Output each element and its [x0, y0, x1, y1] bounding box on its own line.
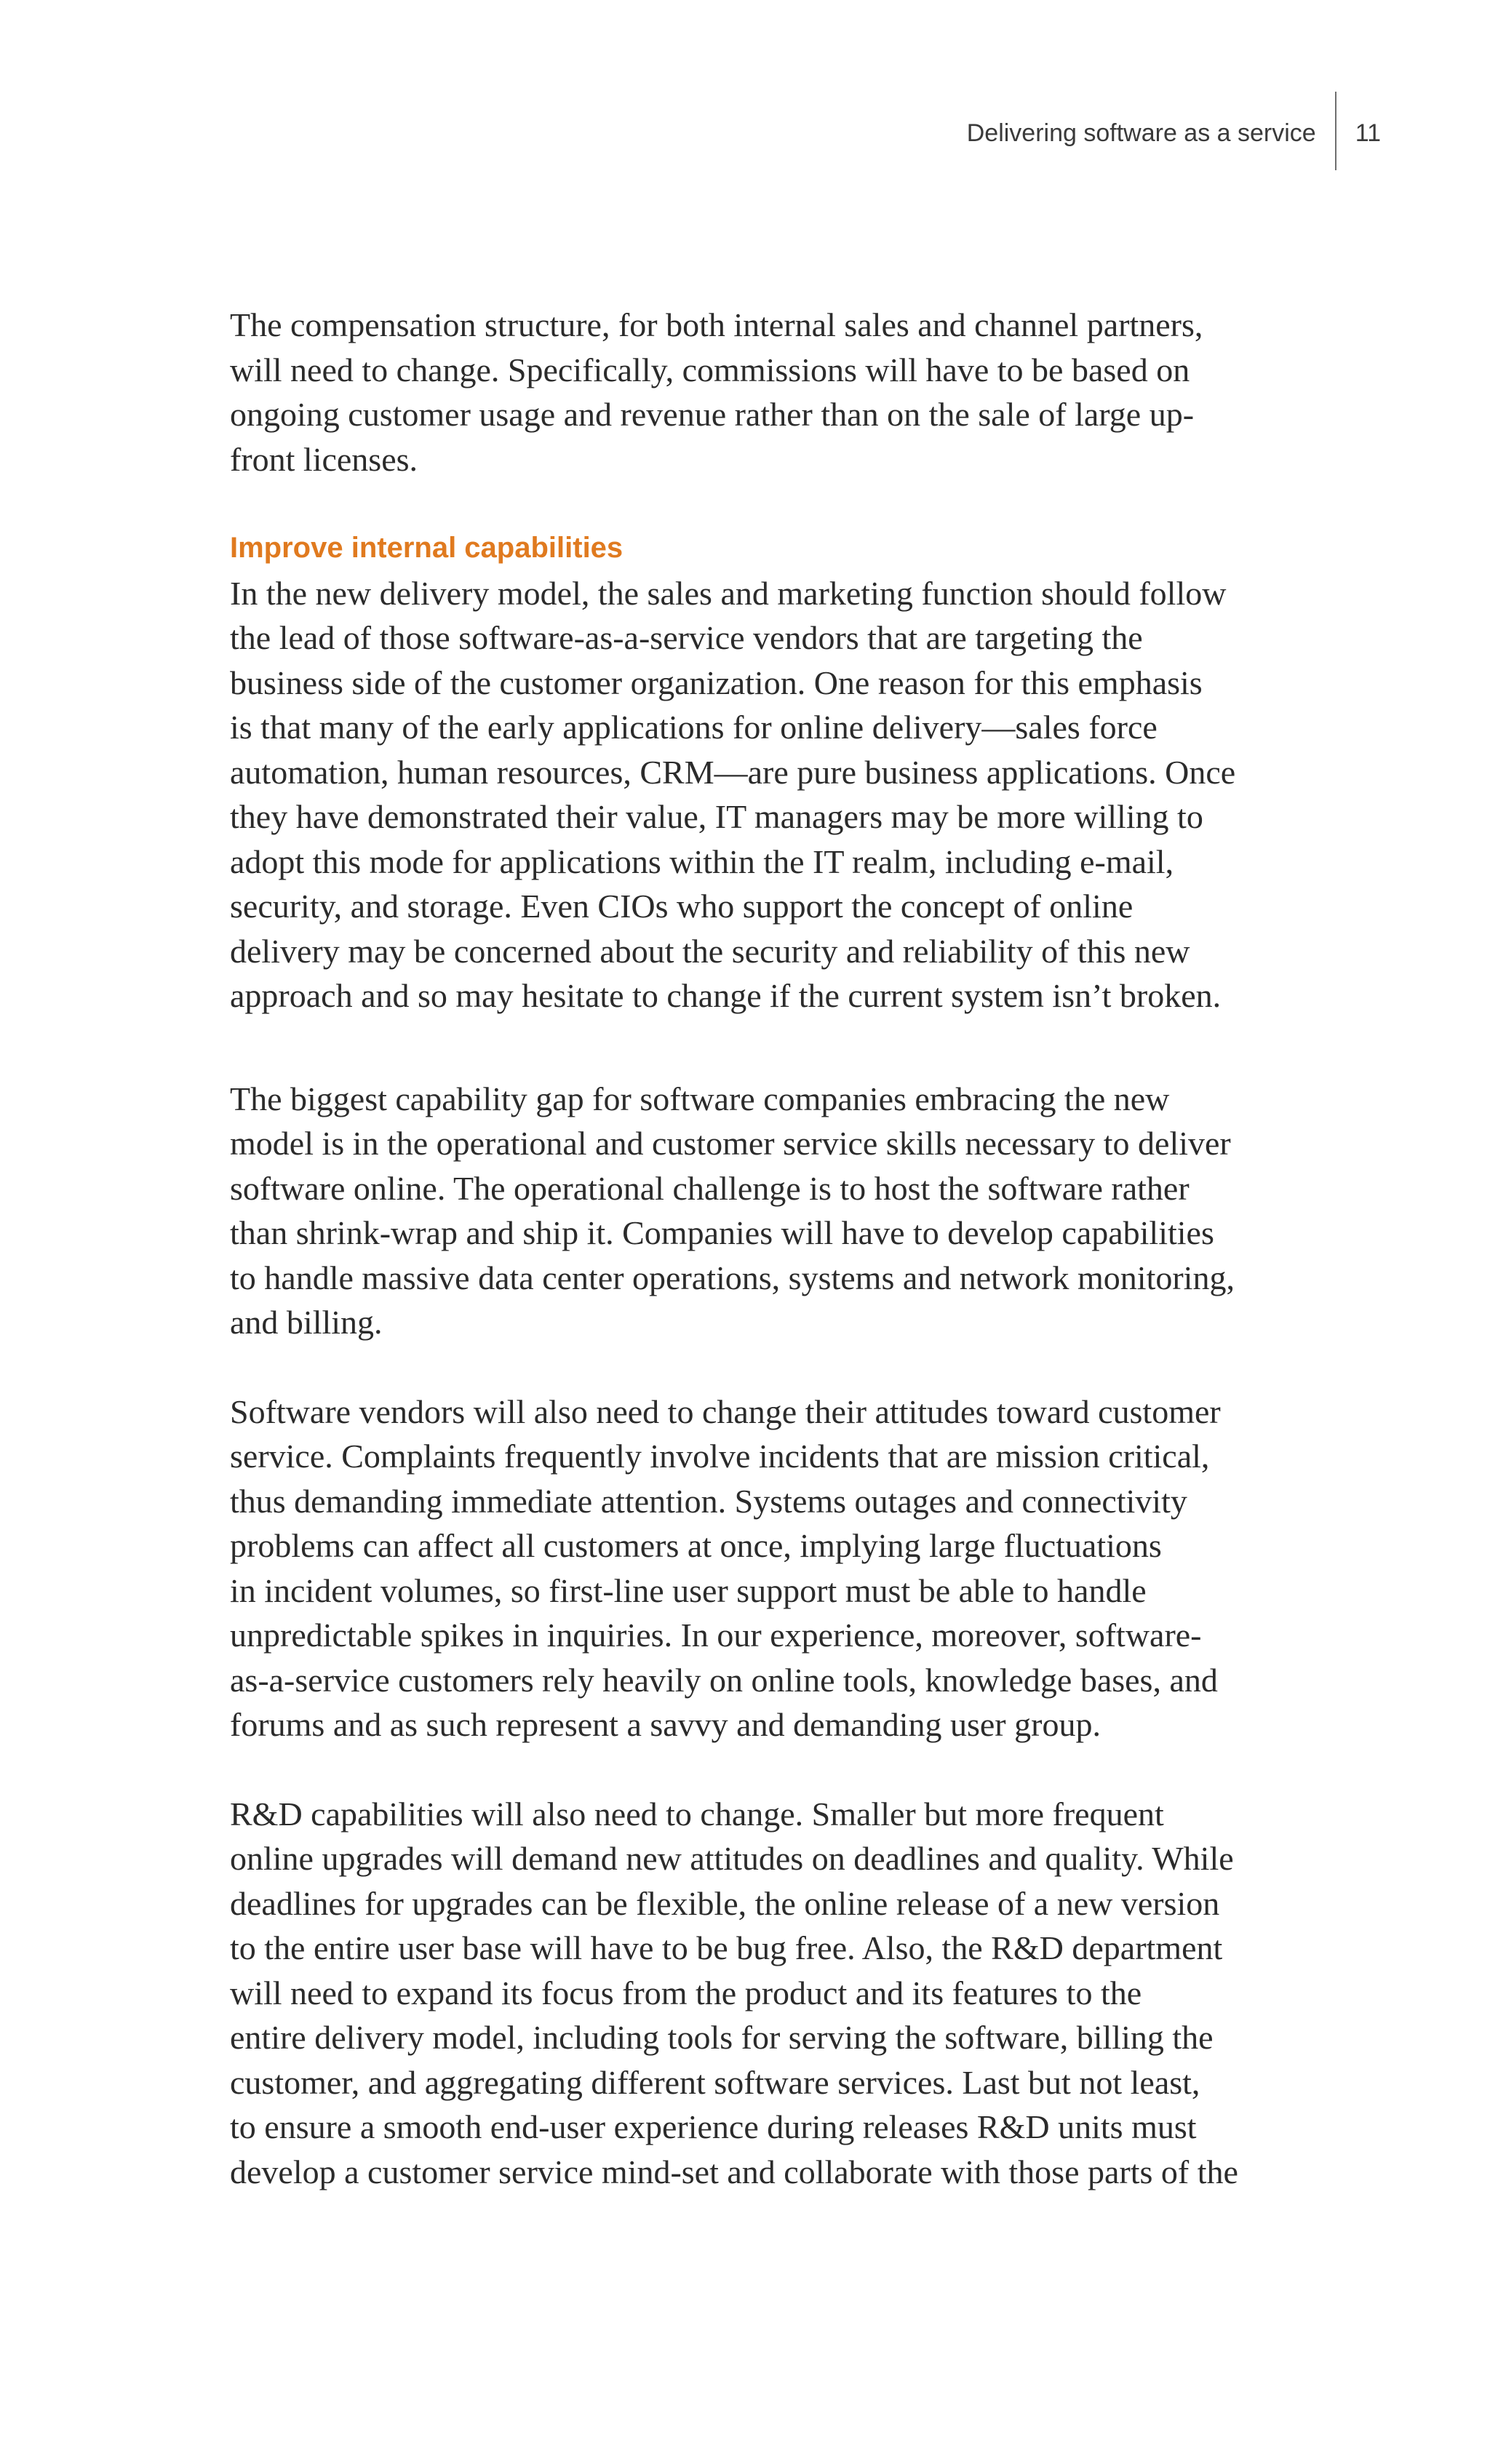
- text-line: The compensation structure, for both internal sales and channel partners,: [230, 306, 1203, 343]
- text-line: as-a-service customers rely heavily on online tools, knowledge bases, and: [230, 1661, 1218, 1699]
- text-line: approach and so may hesitate to change if the current system isn’t broken.: [230, 977, 1222, 1014]
- text-line: than shrink-wrap and ship it. Companies will have to develop capabilities: [230, 1214, 1214, 1251]
- text-line: will need to expand its focus from the product and its features to the: [230, 1974, 1142, 2012]
- paragraph-customer-service: [230, 1390, 1350, 1747]
- page-number: 11: [1355, 119, 1381, 147]
- text-line: front licenses.: [230, 440, 418, 478]
- text-line: The biggest capability gap for software companies embracing the new: [230, 1080, 1170, 1117]
- text-line: entire delivery model, including tools for serving the software, billing the: [230, 2019, 1214, 2056]
- text-line: to ensure a smooth end-user experience during releases R&D units must: [230, 2108, 1197, 2145]
- text-line: adopt this mode for applications within the IT realm, including e-mail,: [230, 842, 1174, 880]
- text-line: unpredictable spikes in inquiries. In our experience, moreover, software-: [230, 1616, 1202, 1654]
- text-line: is that many of the early applications for online delivery—sales force: [230, 709, 1158, 746]
- text-line: online upgrades will demand new attitudes on deadlines and quality. While: [230, 1840, 1234, 1877]
- text-line: problems can affect all customers at once, implying large fluctuations: [230, 1527, 1162, 1564]
- text-line: they have demonstrated their value, IT managers may be more willing to: [230, 798, 1203, 835]
- text-line: forums and as such represent a savvy and demanding user group.: [230, 1706, 1101, 1743]
- text-line: will need to change. Specifically, commissions will have to be based on: [230, 351, 1190, 388]
- paragraph-capability-gap: [230, 1077, 1350, 1345]
- paragraph-compensation: [230, 303, 1350, 482]
- text-line: security, and storage. Even CIOs who support the concept of online: [230, 888, 1134, 925]
- text-line: to the entire user base will have to be bug free. Also, the R&D department: [230, 1929, 1223, 1966]
- text-line: ongoing customer usage and revenue rather than on the sale of large up-: [230, 396, 1195, 433]
- text-line: service. Complaints frequently involve incidents that are mission critical,: [230, 1438, 1210, 1475]
- text-line: in incident volumes, so first-line user support must be able to handle: [230, 1571, 1147, 1609]
- text-line: deadlines for upgrades can be flexible, the online release of a new version: [230, 1884, 1220, 1922]
- text-line: develop a customer service mind-set and collaborate with those parts of the: [230, 2153, 1238, 2190]
- text-line: software online. The operational challenge is to host the software rather: [230, 1169, 1190, 1207]
- text-line: thus demanding immediate attention. Systems outages and connectivity: [230, 1482, 1187, 1520]
- paragraph-rd-capabilities: [230, 1792, 1350, 2195]
- section-heading: Improve internal capabilities: [230, 532, 624, 564]
- text-line: and billing.: [230, 1304, 383, 1341]
- page-header: [967, 92, 1381, 170]
- text-line: R&D capabilities will also need to change. Smaller but more frequent: [230, 1795, 1164, 1833]
- body-text: [230, 303, 1350, 2238]
- text-line: delivery may be concerned about the security and reliability of this new: [230, 932, 1190, 970]
- text-line: automation, human resources, CRM—are pure business applications. Once: [230, 753, 1236, 791]
- text-line: Software vendors will also need to change their attitudes toward customer: [230, 1392, 1221, 1430]
- text-line: to handle massive data center operations, systems and network monitoring,: [230, 1259, 1235, 1296]
- paragraph-sales-marketing: [230, 571, 1350, 1018]
- running-title: Delivering software as a service: [966, 119, 1316, 147]
- text-line: business side of the customer organization. One reason for this emphasis: [230, 663, 1203, 701]
- text-line: customer, and aggregating different software services. Last but not least,: [230, 2063, 1200, 2101]
- text-line: the lead of those software-as-a-service vendors that are targeting the: [230, 619, 1143, 656]
- text-line: In the new delivery model, the sales and marketing function should follow: [230, 574, 1227, 612]
- text-line: model is in the operational and customer service skills necessary to deliver: [230, 1125, 1231, 1162]
